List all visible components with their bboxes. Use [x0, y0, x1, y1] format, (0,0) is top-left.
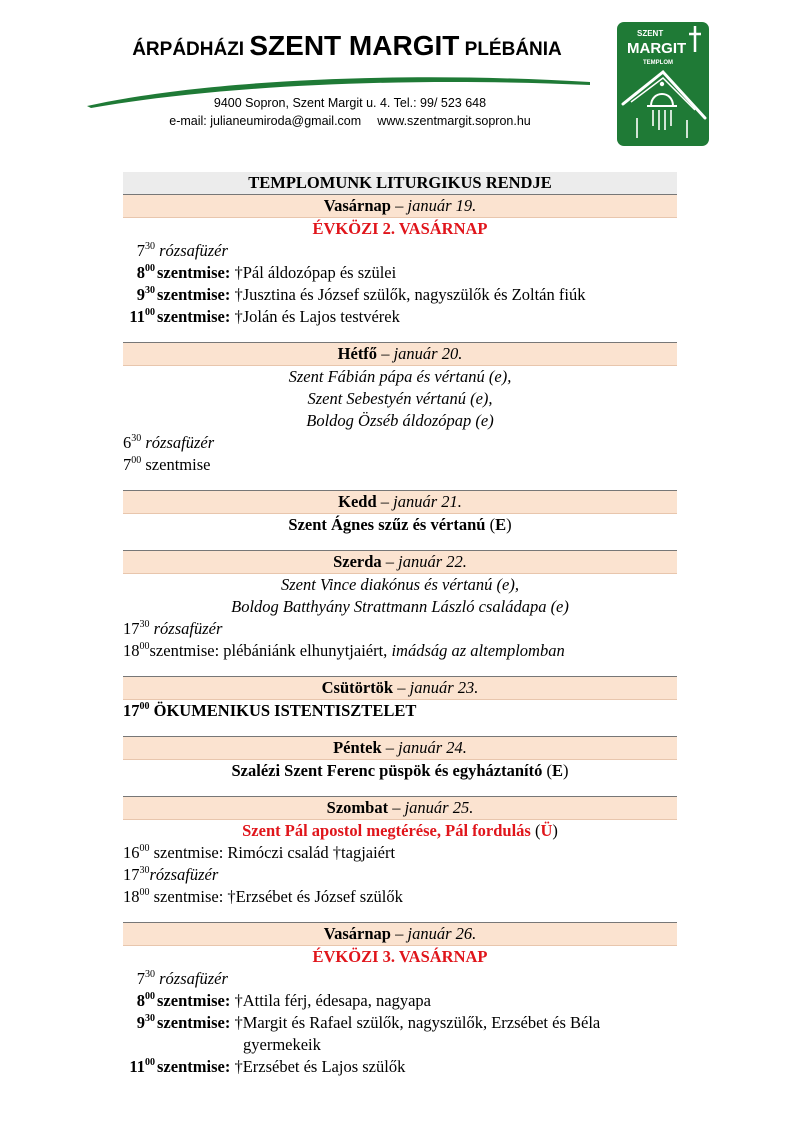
feast-title: Boldog Özséb áldozópap (e) [306, 411, 494, 430]
church-logo-graphic [617, 22, 709, 146]
schedule-entry: $8^{00}$ szentmise: †Attila férj, édesapa, nagyapa [136, 990, 431, 1010]
feast-title: Szent Pál apostol megtérése, Pál fordulás (Ü) [242, 821, 558, 840]
day-header-tuesday-jan21: Kedd – január 21. [123, 490, 677, 514]
schedule-entry: $7^{30}$ rózsafüzér [136, 240, 228, 260]
day-header-thursday-jan23: Csütörtök – január 23. [123, 676, 677, 700]
feast-title: ÉVKÖZI 2. VASÁRNAP [312, 219, 488, 238]
schedule-entry: $16^{00}$ szentmise: Rimóczi család †tagjaiért [123, 842, 396, 862]
schedule-entry: $11^{00}$ szentmise: †Erzsébet és Lajos szülők [129, 1056, 406, 1076]
parish-contact [120, 114, 580, 128]
schedule-entry: $11^{00}$ szentmise: †Jolán és Lajos testvérek [129, 306, 400, 326]
feast-title: Szent Ágnes szűz és vértanú (E) [288, 515, 512, 534]
day-header-sunday-jan19: Vasárnap – január 19. [123, 195, 677, 218]
schedule-entry: $18^{00}szentmise$: plébániánk elhunytjaiért, imádság az altemplomban [123, 640, 565, 660]
schedule-entry: $17^{30}rózsafüzér$ [123, 864, 219, 884]
schedule-entry: $8^{00}$ szentmise: †Pál áldozópap és szülei [136, 262, 397, 282]
schedule-entry: $6^{30}$ rózsafüzér [123, 432, 215, 452]
church-logo [617, 22, 709, 146]
email-text: e-mail: julianeumiroda@gmail.com [169, 114, 362, 128]
feast-title: Szalézi Szent Ferenc püspök és egyháztanító (E) [231, 761, 569, 780]
schedule-entry: $9^{30}$ szentmise: †Margit és Rafael szülők, nagyszülők, Erzsébet és Béla [136, 1012, 601, 1032]
logo-line2: MARGIT [627, 40, 687, 57]
logo-line1: SZENT [637, 29, 664, 38]
parish-address: 9400 Sopron, Szent Margit u. 4. Tel.: 99/ 523 648 [213, 96, 487, 110]
feast-title: ÉVKÖZI 3. VASÁRNAP [312, 947, 488, 966]
feast-title: Boldog Batthyány Strattmann László családapa (e) [231, 597, 569, 616]
schedule-entry-continuation: gyermekeik [243, 1035, 321, 1054]
day-header-sunday-jan26: Vasárnap – január 26. [123, 922, 677, 946]
parish-name: ÁRPÁDHÁZI SZENT MARGIT PLÉBÁNIA [132, 30, 562, 61]
feast-title: Szent Sebestyén vértanú (e), [307, 389, 493, 408]
schedule-entry: $17^{00}$ ÖKUMENIKUS ISTENTISZTELET [123, 700, 417, 720]
schedule-entry: $9^{30}$ szentmise: †Jusztina és József szülők, nagyszülők és Zoltán fiúk [136, 284, 586, 304]
feast-title: Szent Fábián pápa és vértanú (e), [288, 367, 512, 386]
logo-line3: TEMPLOM [643, 60, 673, 66]
day-header-friday-jan24: Péntek – január 24. [123, 736, 677, 760]
feast-title: Szent Vince diakónus és vértanú (e), [281, 575, 519, 594]
schedule-entry: $18^{00}$ szentmise: †Erzsébet és József szülők [123, 886, 403, 906]
liturgical-schedule [123, 172, 677, 1078]
schedule-entry: $7^{30}$ rózsafüzér [136, 968, 228, 988]
website-text: www.szentmargit.sopron.hu [377, 114, 531, 128]
schedule-title: TEMPLOMUNK LITURGIKUS RENDJE [123, 172, 677, 195]
day-header-monday-jan20: Hétfő – január 20. [123, 342, 677, 366]
schedule-entry: $17^{30}$ rózsafüzér [123, 618, 223, 638]
day-header-wednesday-jan22: Szerda – január 22. [123, 550, 677, 574]
schedule-entry: $7^{00}$ szentmise [123, 454, 211, 474]
day-header-saturday-jan25: Szombat – január 25. [123, 796, 677, 820]
